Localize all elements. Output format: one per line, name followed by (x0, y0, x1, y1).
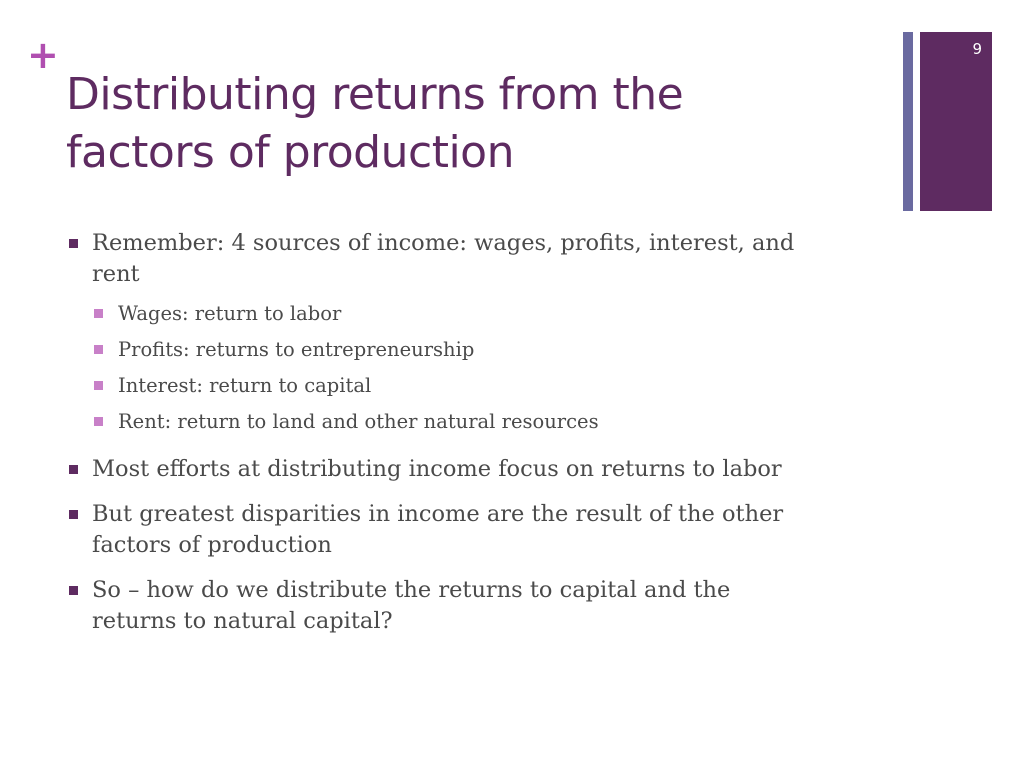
sub-bullet-text: Profits: returns to entrepreneurship (118, 338, 475, 361)
square-bullet-icon (69, 239, 78, 248)
sub-bullet-text: Interest: return to capital (118, 374, 372, 397)
square-bullet-icon (94, 381, 103, 390)
square-bullet-icon (69, 586, 78, 595)
slide-number: 9 (972, 40, 982, 58)
square-bullet-icon (69, 510, 78, 519)
square-bullet-icon (94, 309, 103, 318)
bullet-text-line: rent (92, 261, 140, 287)
bullet-item (68, 499, 888, 561)
bullet-text-line: returns to natural capital? (92, 608, 393, 634)
sub-bullet-item (92, 332, 888, 368)
sub-bullet-text: Wages: return to labor (118, 302, 342, 325)
bullet-text-line: Most efforts at distributing income focus on returns to labor (92, 456, 782, 482)
bullet-text-line: factors of production (92, 532, 332, 558)
accent-bar-blue (903, 32, 913, 211)
title-line-1: Distributing returns from the (66, 69, 684, 120)
square-bullet-icon (69, 465, 78, 474)
bullet-text-line: So – how do we distribute the returns to capital and the (92, 577, 731, 603)
sub-bullet-item (92, 368, 888, 404)
bullet-item (68, 575, 888, 637)
bullet-item (68, 228, 888, 440)
square-bullet-icon (94, 345, 103, 354)
title-line-2: factors of production (66, 127, 514, 178)
sub-bullet-text: Rent: return to land and other natural resources (118, 410, 599, 433)
sub-bullet-list (92, 296, 888, 440)
accent-bar-purple (920, 32, 992, 211)
sub-bullet-item (92, 404, 888, 440)
bullet-text-line: But greatest disparities in income are the result of the other (92, 501, 784, 527)
bullet-item (68, 454, 888, 485)
plus-mark: + (27, 33, 59, 77)
sub-bullet-item (92, 296, 888, 332)
bullet-text-line: Remember: 4 sources of income: wages, profits, interest, and (92, 230, 795, 256)
slide-title (66, 66, 886, 182)
bullet-list (68, 228, 888, 637)
square-bullet-icon (94, 417, 103, 426)
